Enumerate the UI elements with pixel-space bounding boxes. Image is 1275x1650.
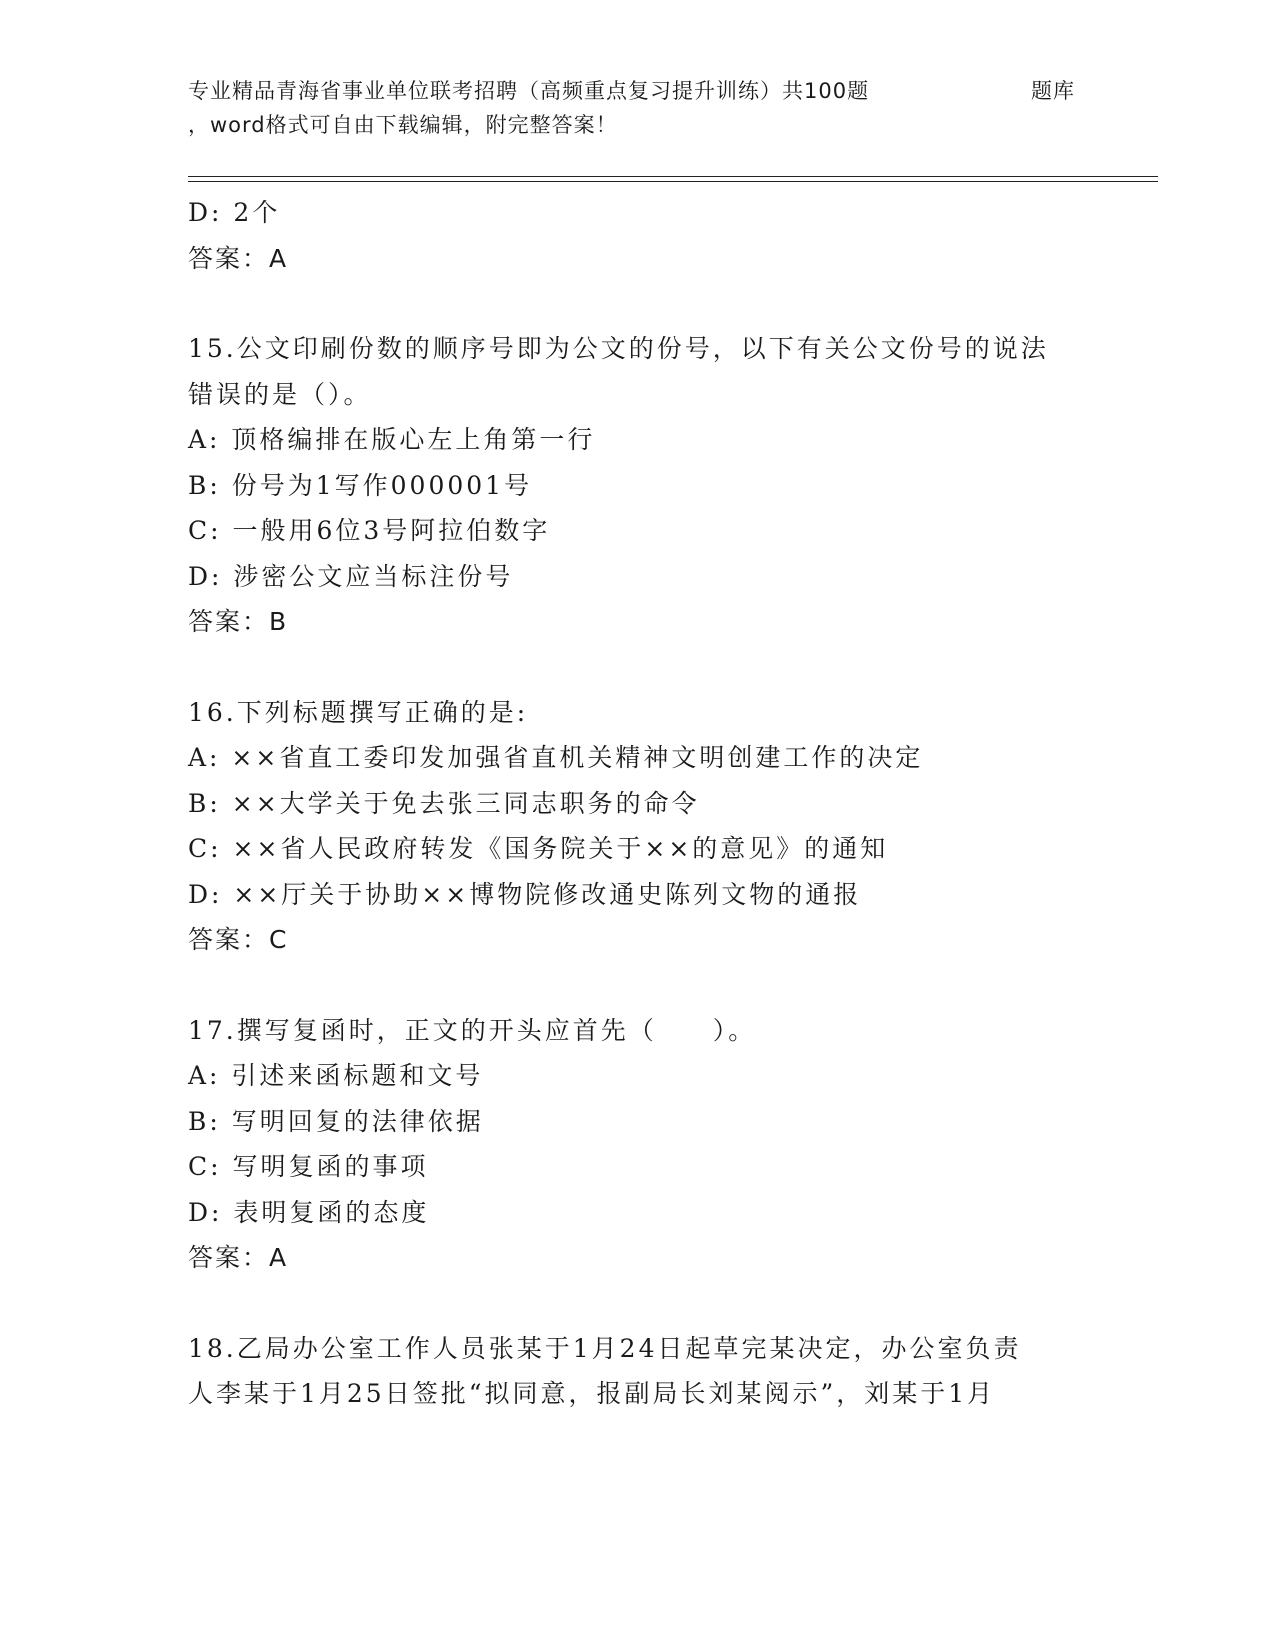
q15-option-b: B: 份号为1写作000001号 xyxy=(188,470,533,500)
spacer xyxy=(188,963,1088,1008)
q16-option-d: D: ××厅关于协助××博物院修改通史陈列文物的通报 xyxy=(188,879,862,909)
q16-option-c: C: ××省人民政府转发《国务院关于××的意见》的通知 xyxy=(188,834,889,863)
q15-stem-line1: 15.公文印刷份数的顺序号即为公文的份号，以下有关公文份号的说法 xyxy=(188,334,1049,363)
spacer xyxy=(188,645,1088,690)
q15-answer: 答案：B xyxy=(188,607,289,636)
q17-option-a: A: 引述来函标题和文号 xyxy=(188,1061,484,1090)
header-divider-bottom xyxy=(188,181,1158,182)
prev-answer: 答案：A xyxy=(188,243,289,273)
header-title: 专业精品青海省事业单位联考招聘（高频重点复习提升训练）共100题 xyxy=(188,79,870,103)
q17-option-d: D: 表明复函的态度 xyxy=(188,1197,430,1227)
q18-stem-line1: 18.乙局办公室工作人员张某于1月24日起草完某决定，办公室负责 xyxy=(188,1333,1022,1363)
q17-stem: 17.撰写复函时，正文的开头应首先（ ）。 xyxy=(188,1015,757,1045)
q15-option-c: C: 一般用6位3号阿拉伯数字 xyxy=(188,516,551,545)
q15-option-d: D: 涉密公文应当标注份号 xyxy=(188,561,514,591)
q17-option-b: B: 写明回复的法律依据 xyxy=(188,1106,484,1136)
q17-answer: 答案：A xyxy=(188,1243,289,1272)
q15-option-a: A: 顶格编排在版心左上角第一行 xyxy=(188,425,596,454)
spacer xyxy=(188,281,1088,326)
q16-answer: 答案：C xyxy=(188,925,289,954)
q17-option-c: C: 写明复函的事项 xyxy=(188,1152,429,1181)
header-subtitle-row xyxy=(188,108,1088,142)
q16-stem: 16.下列标题撰写正确的是: xyxy=(188,697,529,727)
question-content xyxy=(188,190,1088,1417)
header-title-row xyxy=(188,74,1088,108)
q16-option-a: A: ××省直工委印发加强省直机关精神文明创建工作的决定 xyxy=(188,743,924,772)
spacer xyxy=(188,1281,1088,1326)
page-header xyxy=(188,74,1088,142)
header-divider-top xyxy=(188,176,1158,177)
header-tag: 题库 xyxy=(1031,79,1075,103)
q15-stem-line2: 错误的是（）。 xyxy=(188,379,372,409)
prev-option-d: D: 2个 xyxy=(188,198,281,227)
q16-option-b: B: ××大学关于免去张三同志职务的命令 xyxy=(188,788,700,818)
q18-stem-line2: 人李某于1月25日签批“拟同意，报副局长刘某阅示”，刘某于1月 xyxy=(188,1379,996,1408)
header-subtitle: ，word格式可自由下载编辑，附完整答案！ xyxy=(188,113,618,137)
